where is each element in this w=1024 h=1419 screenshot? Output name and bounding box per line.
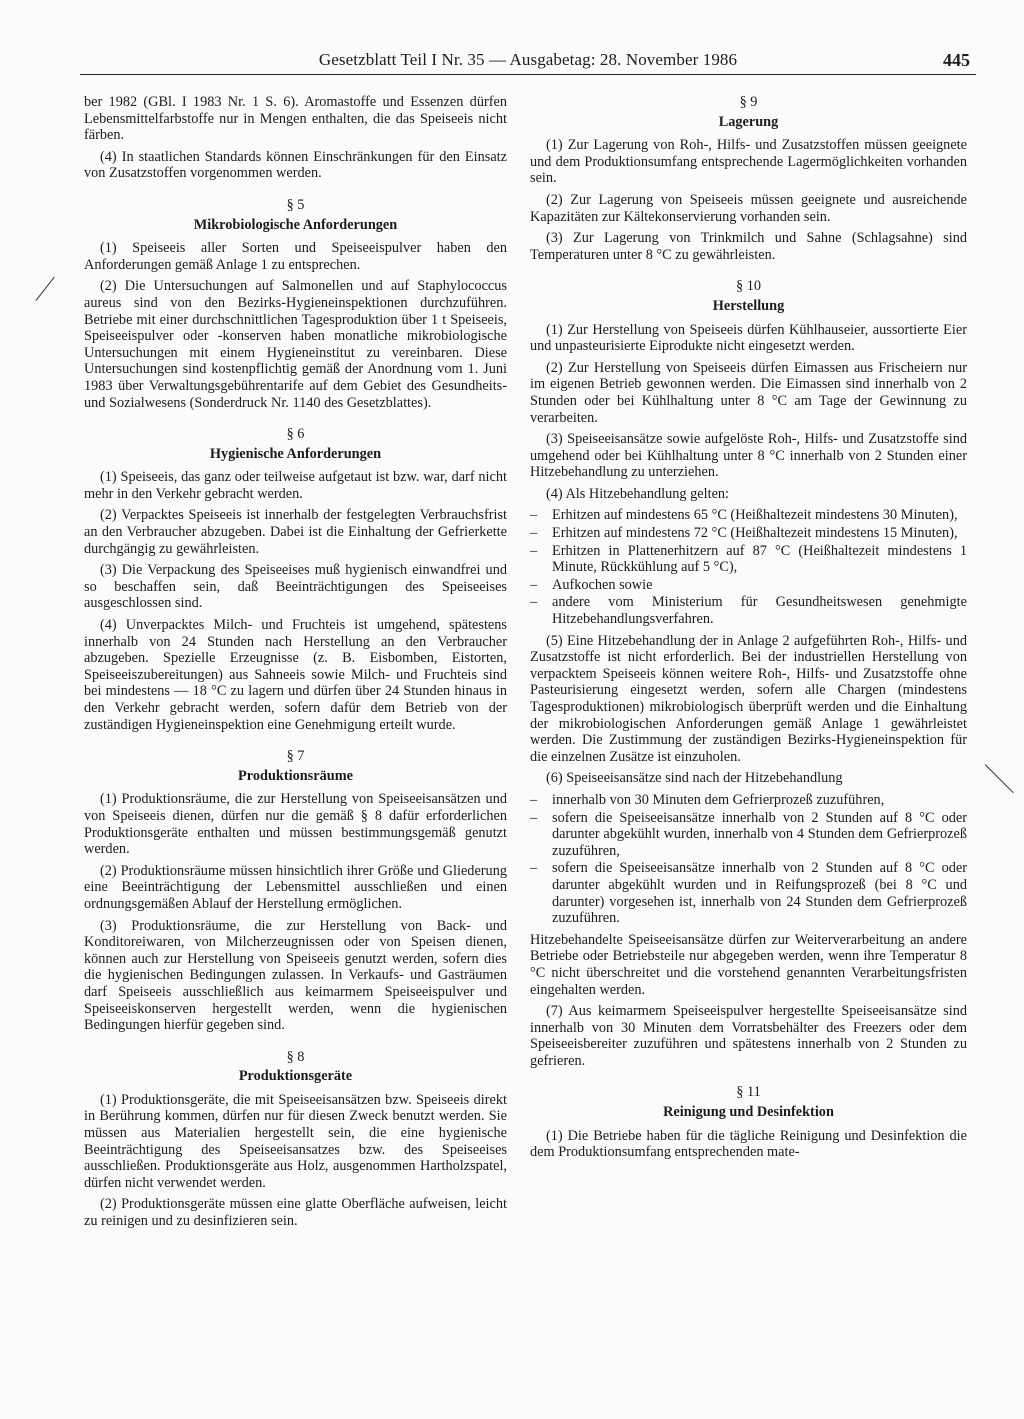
paragraph: (5) Eine Hitzebehandlung der in Anlage 2 aufgeführten Roh-, Hilfs- und Zusatzstoffe ist nicht erforderlich. Bei der industriellen Herstellung von verpacktem Speiseeis können weitere Roh-, Hilfs- und Zusatzstoffe ohne Pasteurisierung eingesetzt werden, sofern alle Chargen (mindestens Tagesproduktionen) mikrobiologisch überprüft werden und die Einhaltung der mikrobiologischen Anforderungen gemäß Anlage 1 gewährleistet werden. Die Zustimmung der zuständigen Bezirks-Hygieneinspektion für die einzelnen Zusätze ist einzuholen.: [530, 632, 967, 765]
section-title: Herstellung: [712, 297, 785, 314]
list-item: – innerhalb von 30 Minuten dem Gefrierprozeß zuzuführen,: [530, 792, 967, 809]
heat-treatment-list: [530, 507, 967, 627]
paragraph: (6) Speiseeisansätze sind nach der Hitzebehandlung: [546, 770, 843, 787]
section-title: Lagerung: [718, 113, 779, 130]
paragraph: (2) Die Untersuchungen auf Salmonellen und auf Staphylococcus aureus sind von den Bezirks-Hygieneinspektionen durchzuführen. Betriebe mit einer durchschnittlichen Tagesproduktion über 1 t Speiseeis, Speiseeispulver oder -konserven haben monatliche mikrobiologische Untersuchungen mit einem Hygieneinstitut zu vereinbaren. Diese Untersuchungen sind kostenpflichtig gemäß der Anordnung vom 1. Juni 1983 über Verwaltungsgebührentarife auf dem Gebiet des Gesundheits- und Sozialwesens (Sonderdruck Nr. 1140 des Gesetzblattes).: [84, 278, 507, 411]
paragraph: (1) Speiseeis aller Sorten und Speiseeispulver haben den Anforderungen gemäß Anlage 1 zu entsprechen.: [84, 240, 507, 273]
paragraph: ber 1982 (GBl. I 1983 Nr. 1 S. 6). Aromastoffe und Essenzen dürfen Lebensmittelfarbstoffe nur in Mengen enthalten, die das Speiseeis nicht färben.: [84, 94, 507, 144]
section-number: § 11: [736, 1084, 761, 1101]
margin-pen-mark: [36, 277, 55, 301]
section-number: § 9: [739, 94, 758, 110]
paragraph: (3) Die Verpackung des Speiseeises muß hygienisch einwandfrei und so beschaffen sein, daß Beeinträchtigungen des Speiseeises ausgeschlossen sind.: [84, 562, 507, 612]
paragraph: (1) Zur Herstellung von Speiseeis dürfen Kühlhauseier, aussortierte Eier und unpasteurisierte Eiprodukte nicht eingesetzt werden.: [530, 321, 967, 355]
right-column: [530, 94, 967, 1166]
freezing-timing-list: [530, 792, 967, 927]
paragraph: (1) Die Betriebe haben für die tägliche Reinigung und Desinfektion die dem Produktionsumfang entsprechenden mate-: [530, 1127, 967, 1161]
section-title: Reinigung und Desinfektion: [663, 1104, 834, 1121]
paragraph: (4) Unverpacktes Milch- und Fruchteis ist umgehend, spätestens innerhalb von 24 Stunden nach Herstellung an den Verbraucher abzugeben. Spezielle Erzeugnisse (z. B. Eisbomben, Eistorten, Speiseeiszubereitungen) aus Sahneeis sowie Milch- und Fruchteis sind bei mindestens — 18 °C zu lagern und dürfen über 24 Stunden hinaus in den Verkehr gebracht werden, sofern dafür dem Betrieb von der zuständigen Hygieneinspektion eine Genehmigung erteilt wurde.: [84, 617, 507, 733]
section-number: § 10: [735, 278, 762, 295]
list-item: – sofern die Speiseeisansätze innerhalb von 2 Stunden auf 8 °C oder darunter abgekühlt wurden, innerhalb von 4 Stunden dem Gefrierprozeß zuzuführen,: [530, 810, 967, 860]
gazette-title: Gesetzblatt Teil I Nr. 35 — Ausgabetag: 28. November 1986: [318, 50, 738, 69]
section-number: § 5: [286, 196, 305, 213]
paragraph: (2) Produktionsräume müssen hinsichtlich ihrer Größe und Gliederung eine Beeinträchtigung der Lebensmittel ausschließen und einen ordnungsgemäßen Ablauf der Herstellung ermöglichen.: [84, 862, 507, 912]
list-item: – Erhitzen in Plattenerhitzern auf 87 °C (Heißhaltezeit mindestens 1 Minute, Rückkühlung auf 5 °C),: [530, 543, 967, 576]
list-item: – sofern die Speiseeisansätze innerhalb von 2 Stunden auf 8 °C oder darunter abgekühlt wurden und in Reifungsprozeß (bei 8 °C und darunter) vorgesehen ist, innerhalb von 24 Stunden dem Gefrierprozeß zuzuführen.: [530, 860, 967, 926]
paragraph: (1) Speiseeis, das ganz oder teilweise aufgetaut ist bzw. war, darf nicht mehr in den Verkehr gebracht werden.: [84, 469, 507, 502]
paragraph: (2) Zur Lagerung von Speiseeis müssen geeignete und ausreichende Kapazitäten zur Kältekonservierung vorhanden sein.: [530, 191, 967, 225]
section-title: Produktionsräume: [238, 767, 353, 784]
paragraph: Hitzebehandelte Speiseeisansätze dürfen zur Weiterverarbeitung an andere Betriebe oder Betriebsteile nur abgegeben werden, wenn ihre Temperatur 8 °C nicht überschreitet und die vorstehend genannten Verarbeitungsfristen eingehalten werden.: [530, 931, 967, 998]
list-item: – andere vom Ministerium für Gesundheitswesen genehmigte Hitzebehandlungsverfahren.: [530, 594, 967, 627]
list-item: – Erhitzen auf mindestens 72 °C (Heißhaltezeit mindestens 15 Minuten),: [530, 525, 967, 542]
paragraph: (3) Speiseeisansätze sowie aufgelöste Roh-, Hilfs- und Zusatzstoffe sind umgehend oder bei Kühlhaltung unter 8 °C innerhalb von 2 Stunden einer Hitzebehandlung zu unterziehen.: [530, 431, 967, 481]
margin-pen-mark: [985, 764, 1014, 793]
paragraph: (3) Produktionsräume, die zur Herstellung von Back- und Konditoreiwaren, von Milcherzeugnissen oder von Speisen dienen, können auch zur Herstellung von Speiseeis genutzt werden, sofern dies die hygienischen Bedingungen zulassen. In Verkaufs- und Gasträumen darf Speiseeis ausschließlich aus keimarmem Speiseeispulver und Speiseeiskonserven hergestellt werden, wenn die hygienischen Bedingungen hierfür gegeben sind.: [84, 917, 507, 1034]
paragraph: (3) Zur Lagerung von Trinkmilch und Sahne (Schlagsahne) sind Temperaturen unter 8 °C zu gewährleisten.: [530, 230, 967, 263]
paragraph: (1) Produktionsräume, die zur Herstellung von Speiseeisansätzen und von Speiseeis dienen, dürfen nur die gemäß § 8 dafür erforderlichen Produktionsgeräte enthalten und müssen bestimmungsgemäß genutzt werden.: [84, 791, 507, 858]
list-item: – Aufkochen sowie: [530, 577, 967, 594]
section-title: Mikrobiologische Anforderungen: [193, 216, 398, 233]
section-number: § 7: [286, 748, 305, 765]
paragraph: (7) Aus keimarmem Speiseeispulver hergestellte Speiseeisansätze sind innerhalb von 30 Minuten dem Vorratsbehälter des Freezers oder dem Speiseeisbereiter zuzuführen und spätestens innerhalb von 2 Stunden zu gefrieren.: [530, 1003, 967, 1069]
section-number: § 6: [286, 426, 305, 443]
left-column: [84, 94, 507, 1235]
paragraph: (1) Produktionsgeräte, die mit Speiseeisansätzen bzw. Speiseeis direkt in Berührung kommen, dürfen nur für diesen Zweck benutzt werden. Sie müssen aus Materialien hergestellt sein, die eine hygienische Beeinträchtigung des Speiseeisansatzes bzw. des Speiseeises ausschließen. Produktionsgeräte aus Holz, ausgenommen Hartholzspatel, dürfen nicht verwendet werden.: [84, 1091, 507, 1191]
paragraph: (4) In staatlichen Standards können Einschränkungen für den Einsatz von Zusatzstoffen vorgenommen werden.: [84, 148, 507, 182]
paragraph: (2) Zur Herstellung von Speiseeis dürfen Eimassen aus Frischeiern nur im eigenen Betrieb gewonnen werden. Die Eimassen sind innerhalb von 2 Stunden oder bei Kühlhaltung unter 8 °C am Tage der Gewinnung zu verarbeiten.: [530, 359, 967, 426]
list-item: – Erhitzen auf mindestens 65 °C (Heißhaltezeit mindestens 30 Minuten),: [530, 507, 967, 524]
paragraph: (1) Zur Lagerung von Roh-, Hilfs- und Zusatzstoffen müssen geeignete und dem Produktionsumfang entsprechende Lagermöglichkeiten vorhanden sein.: [530, 137, 967, 187]
section-number: § 8: [286, 1048, 305, 1065]
page-number: 445: [943, 50, 970, 70]
section-title: Produktionsgeräte: [238, 1068, 353, 1085]
section-title: Hygienische Anforderungen: [209, 445, 382, 462]
page-header: [80, 48, 976, 75]
paragraph: (2) Verpacktes Speiseeis ist innerhalb der festgelegten Verbrauchsfrist an den Verbraucher abzugeben. Dabei ist die Einhaltung der Gefrierkette durchgängig zu gewährleisten.: [84, 507, 507, 557]
paragraph: (4) Als Hitzebehandlung gelten:: [546, 485, 730, 502]
paragraph: (2) Produktionsgeräte müssen eine glatte Oberfläche aufweisen, leicht zu reinigen und zu desinfizieren sein.: [84, 1196, 507, 1230]
